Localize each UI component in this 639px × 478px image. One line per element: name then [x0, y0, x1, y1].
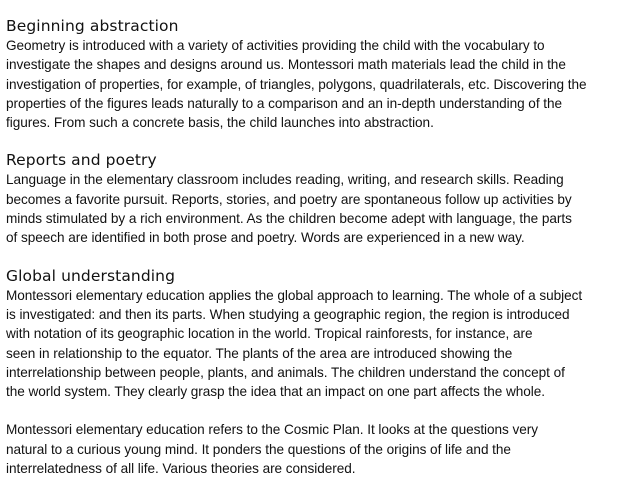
document-body [6, 17, 636, 478]
section-spacer [6, 401, 636, 420]
paragraph-line: seen in relationship to the equator. The plants of the area are introduced showing the [6, 345, 513, 361]
section-reports-and-poetry [6, 151, 636, 247]
paragraph-line: Language in the elementary classroom includes reading, writing, and research skills. Reading [6, 172, 564, 188]
paragraph-line: minds stimulated by a rich environment. As the children become adept with language, the parts [6, 211, 572, 227]
section-spacer [6, 248, 636, 267]
section-spacer [6, 132, 636, 151]
paragraph-line: properties of the figures leads naturally to a comparison and an in-depth understanding of the [6, 95, 563, 111]
paragraph-line: investigation of properties, for example, of triangles, polygons, quadrilaterals, etc. Discovering the [6, 76, 587, 92]
paragraph-line: natural to a curious young mind. It ponders the questions of the origins of life and the [6, 441, 511, 457]
section-beginning-abstraction [6, 17, 636, 132]
paragraph-line: Montessori elementary education applies the global approach to learning. The whole of a subject [6, 287, 583, 303]
section-global-understanding [6, 267, 636, 402]
section-heading: Global understanding [6, 266, 176, 285]
section-heading: Reports and poetry [6, 151, 157, 170]
paragraph-line: Montessori elementary education refers to the Cosmic Plan. It looks at the questions very [6, 422, 539, 438]
section-cosmic-plan [6, 420, 636, 478]
paragraph-line: figures. From such a concrete basis, the child launches into abstraction. [6, 115, 434, 131]
paragraph-line: interrelatedness of all life. Various theories are considered. [6, 461, 356, 477]
paragraph-line: with notation of its geographic location in the world. Tropical rainforests, for instance, are [6, 326, 533, 342]
section-heading: Beginning abstraction [6, 17, 179, 35]
paragraph-line: the world system. They clearly grasp the idea that an impact on one part affects the whole. [6, 384, 545, 400]
paragraph-line: investigate the shapes and designs around us. Montessori math materials lead the child in the [6, 57, 566, 73]
paragraph-line: interrelationship between people, plants, and animals. The children understand the concept of [6, 364, 565, 380]
paragraph-line: becomes a favorite pursuit. Reports, stories, and poetry are spontaneous follow up activities by [6, 191, 572, 207]
paragraph-line: of speech are identified in both prose and poetry. Words are experienced in a new way. [6, 230, 525, 246]
paragraph-line: is investigated: and then its parts. When studying a geographic region, the region is introduced [6, 306, 570, 322]
paragraph-line: Geometry is introduced with a variety of activities providing the child with the vocabulary to [6, 38, 545, 53]
